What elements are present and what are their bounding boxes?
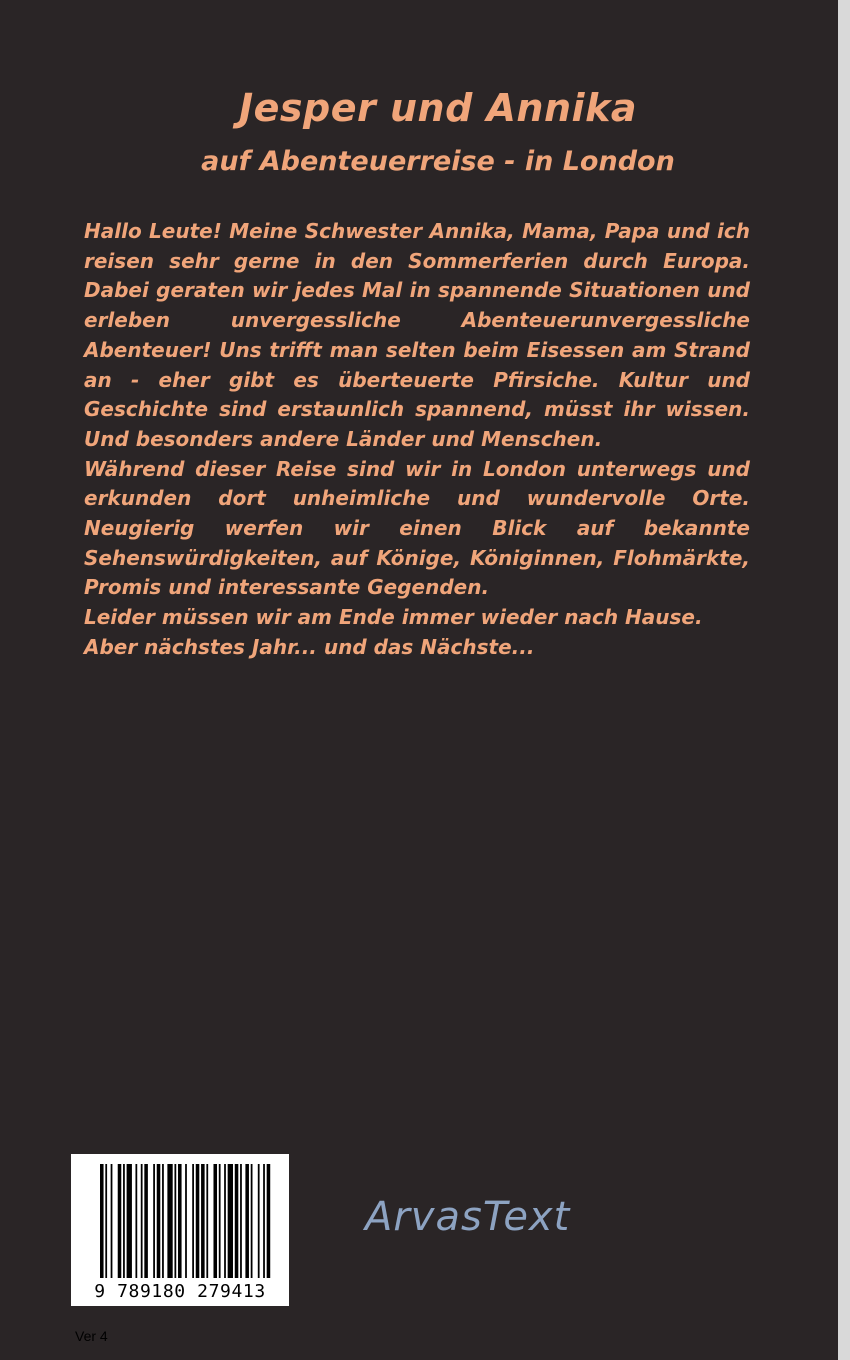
barcode-bar (100, 1164, 104, 1278)
blurb-text (84, 217, 750, 663)
barcode-bar (185, 1164, 187, 1278)
isbn-number: 9 789180 279413 (94, 1281, 266, 1302)
version-label: Ver 4 (75, 1328, 108, 1344)
barcode-bar (263, 1164, 265, 1278)
isbn-barcode (71, 1154, 289, 1306)
barcode-bar (267, 1164, 271, 1278)
barcode-bar (162, 1164, 164, 1278)
barcode-bar (118, 1164, 122, 1278)
barcode-bar (144, 1164, 148, 1278)
blurb-paragraph: Hallo Leute! Meine Schwester Annika, Mama, Papa und ich reisen sehr gerne in den Sommerferien durch Europa. Dabei geraten wir jedes Mal in spannende Situationen und erleben unvergessliche Abenteuerunvergessliche Abenteuer! Uns trifft man selten beim Eisessen am Strand an - eher gibt es überteuerte Pfirsiche. Kultur und Geschichte sind erstaunlich spannend, müsst ihr wissen. Und besonders andere Länder und Menschen. (84, 219, 750, 451)
blurb-paragraph: Während dieser Reise sind wir in London unterwegs und erkunden dort unheimliche und wundervolle Orte. Neugierig werfen wir einen Blick auf bekannte Sehenswürdigkeiten, auf Könige, Königinnen, Flohmärkte, Promis und interessante Gegenden. (84, 456, 750, 600)
barcode-bar (178, 1164, 182, 1278)
publisher-logo: ArvasText (365, 1194, 571, 1240)
book-subtitle: auf Abenteuerreise - in London (201, 146, 675, 177)
barcode-bar (219, 1164, 221, 1278)
barcode-bar (206, 1164, 208, 1278)
barcode-bar (258, 1164, 260, 1278)
barcode-bar (192, 1164, 194, 1278)
barcode-bar (105, 1164, 107, 1278)
barcode-bar (127, 1164, 132, 1278)
barcode-bar (196, 1164, 200, 1278)
barcode-bar (228, 1164, 233, 1278)
barcode-bar (224, 1164, 226, 1278)
barcode-bar (201, 1164, 205, 1278)
barcode-bar (213, 1164, 217, 1278)
book-title: Jesper und Annika (239, 86, 637, 130)
barcode-bar (167, 1164, 172, 1278)
page-edge-strip (838, 0, 850, 1360)
barcode-bar (153, 1164, 155, 1278)
barcode-bar (111, 1164, 113, 1278)
barcode-bar (245, 1164, 249, 1278)
barcode-bar (141, 1164, 143, 1278)
blurb-paragraph: Leider müssen wir am Ende immer wieder nach Hause. Aber nächstes Jahr... und das Nächste... (84, 605, 703, 659)
barcode-bars (100, 1164, 272, 1278)
barcode-bar (135, 1164, 137, 1278)
barcode-bar (240, 1164, 242, 1278)
barcode-bar (251, 1164, 253, 1278)
barcode-bar (235, 1164, 239, 1278)
barcode-bar (123, 1164, 125, 1278)
barcode-bar (174, 1164, 176, 1278)
barcode-bar (157, 1164, 161, 1278)
